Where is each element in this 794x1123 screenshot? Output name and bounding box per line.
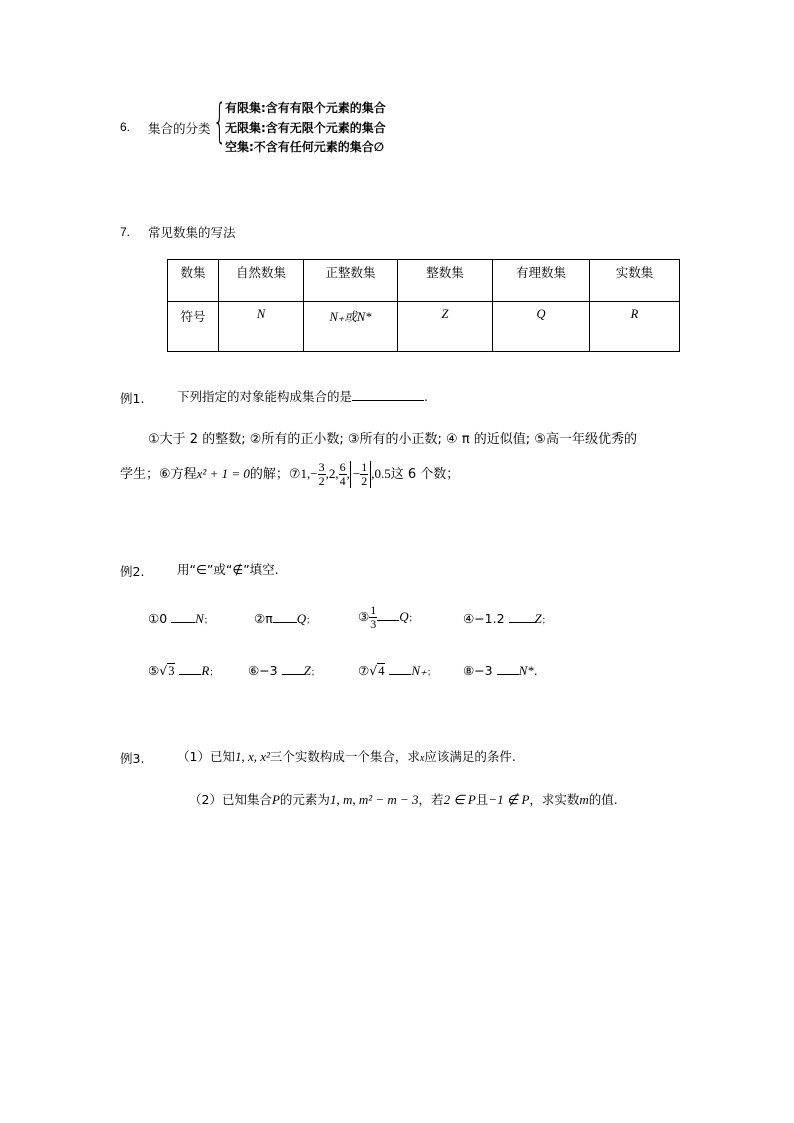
table-symbol-row bbox=[168, 302, 680, 352]
table-symbol-cell: Z bbox=[398, 302, 493, 352]
ex1-label: 例1. bbox=[120, 391, 145, 406]
table-header-cell: 正整数集 bbox=[304, 260, 398, 302]
answer-blank bbox=[282, 662, 304, 675]
table-header-cell: 有理数集 bbox=[493, 260, 590, 302]
answer-blank bbox=[389, 662, 411, 675]
ex1-line2-b: 的解；⑦ bbox=[249, 467, 301, 482]
ex1-question-end: . bbox=[424, 389, 428, 404]
ex1-set-b: ,2, bbox=[325, 466, 339, 481]
ex1-answer-blank bbox=[352, 388, 424, 401]
ex3-part2: （2）已知集合P的元素为1, m, m² − m − 3，若2 ∈ P且−1 ∉ P，求实数m的值. bbox=[189, 792, 618, 807]
ex1-abs-value: − $\frac{1}{2}$ bbox=[350, 461, 371, 488]
ex2-item-4: ④−1.2 Z； bbox=[463, 611, 551, 626]
ex2-item-6: ⑥−3 Z； bbox=[248, 663, 320, 678]
answer-blank bbox=[497, 662, 519, 675]
ex1-line1: ①大于 2 的整数; ②所有的正小数; ③所有的小正数; ④ π 的近似值; ⑤高一年级优秀的 bbox=[148, 432, 637, 447]
table-header-cell: 实数集 bbox=[590, 260, 680, 302]
table-symbol-cell: N₊或N* bbox=[304, 302, 398, 352]
item6-number: 6. bbox=[120, 120, 131, 134]
ex2-item-2: ②π Q； bbox=[254, 611, 316, 626]
ex3-part1: （1）已知1, x, x²三个实数构成一个集合，求x应该满足的条件. bbox=[177, 749, 516, 764]
table-header-cell: 整数集 bbox=[398, 260, 493, 302]
finite-set-line: 有限集:含有有限个元素的集合 bbox=[225, 101, 386, 115]
answer-blank bbox=[273, 610, 297, 623]
ex1-frac-one-half: $\frac{1}{2}$ bbox=[361, 460, 368, 488]
ex3-label: 例3. bbox=[120, 751, 145, 766]
ex1-line2-a: 学生；⑥方程 bbox=[120, 467, 197, 482]
number-sets-table bbox=[167, 259, 680, 352]
empty-set-line: 空集:不含有任何元素的集合∅ bbox=[225, 140, 385, 154]
ex2-item-5: ⑤√3 R； bbox=[148, 663, 219, 678]
ex1-set-c: , bbox=[346, 466, 350, 481]
ex1-question-text: 下列指定的对象能构成集合的是 bbox=[177, 389, 353, 404]
infinite-set-line: 无限集:含有无限个元素的集合 bbox=[225, 121, 386, 135]
ex2-item-8: ⑧−3 N*. bbox=[463, 663, 538, 678]
ex1-frac-three-halves: $\frac{3}{2}$ bbox=[318, 460, 325, 488]
one-third-fraction: $\frac{1}{3}$ bbox=[370, 603, 377, 631]
item6-label: 集合的分类 bbox=[148, 121, 211, 136]
table-symbol-cell: Q bbox=[493, 302, 590, 352]
ex1-equation: x² + 1 = 0 bbox=[196, 466, 250, 481]
left-brace: { bbox=[213, 94, 227, 148]
ex2-item-3: ③ $\frac{1}{3}$ Q； bbox=[358, 603, 418, 631]
ex2-instruction: 用“∈”或“∉”填空. bbox=[177, 562, 279, 577]
ex1-set-d: ,0.5 bbox=[371, 466, 391, 481]
item7-number: 7. bbox=[120, 225, 131, 239]
answer-blank bbox=[171, 610, 195, 623]
ex2-item-1: ①0 N； bbox=[148, 611, 213, 626]
ex1-line2-end: 这 6 个数； bbox=[390, 467, 460, 482]
table-row-label: 符号 bbox=[168, 302, 219, 352]
table-header-cell: 自然数集 bbox=[219, 260, 304, 302]
ex1-line2 bbox=[120, 454, 459, 494]
ex2-label: 例2. bbox=[120, 564, 145, 579]
sqrt-three: √3 bbox=[159, 663, 175, 678]
table-symbol-cell: N bbox=[219, 302, 304, 352]
table-symbol-cell: R bbox=[590, 302, 680, 352]
table-header-row bbox=[168, 260, 680, 302]
ex1-frac-six-fourths: $\frac{6}{4}$ bbox=[339, 460, 346, 488]
answer-blank bbox=[377, 608, 399, 621]
answer-blank bbox=[509, 610, 535, 623]
answer-blank bbox=[179, 662, 201, 675]
ex2-item-7: ⑦√4 N₊； bbox=[358, 663, 436, 678]
table-header-cell: 数集 bbox=[168, 260, 219, 302]
sqrt-four: √4 bbox=[369, 663, 385, 678]
ex1-question bbox=[177, 387, 428, 405]
item7-title: 常见数集的写法 bbox=[148, 225, 236, 240]
ex1-set-a: 1,− bbox=[300, 466, 318, 481]
